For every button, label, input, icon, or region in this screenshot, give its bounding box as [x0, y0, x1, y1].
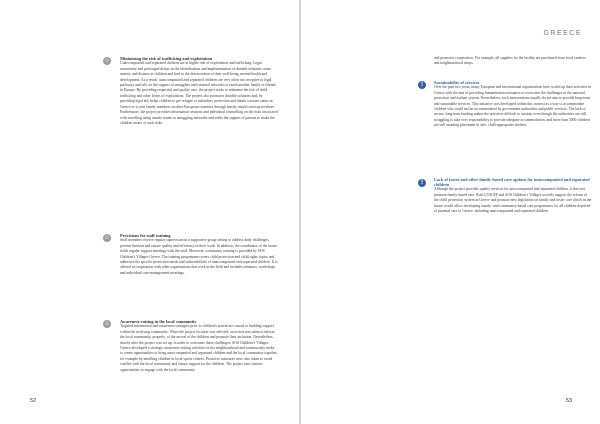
family-care-heading: Lack of foster and other family-based care options for unaccompanied and separated children	[434, 177, 590, 188]
training-body: Staff members receive regular supervision in a supportive group setting to address daily challenges, prevent burnout and ensure quality and efficiency in their work. In addition, the coordinator of the house holds regular support meetings with the staff. Moreover, continuous training is provided by SOS Children's Villages Greece. The training programme covers child protection and child rights topics and addresses the specific protection needs and vulnerabilities of unaccompanied and separated children. It is offered in cooperation with other organisations that work in the field and includes seminars, workshops and individual case-management meetings.	[120, 238, 278, 275]
trafficking-section	[120, 56, 278, 127]
sustainability-heading: Sustainability of services	[434, 80, 480, 85]
sustainability-body: Over the past two years, many European and international organisations have scaled up their activities in Greece with the aim of providing humanitarian assistance to overcome the challenges in the national protection and asylum system. Nevertheless, such interventions usually do not aim to provide long-term and sustainable services. This initiative was developed within this context as a way to accommodate children who could not be accommodated by government authorities and public services. The lack of secure, long-term funding makes the activities difficult to sustain, even though the authorities are still struggling to take over responsibility to provide adequate accommodation, and more than 3000 children are still awaiting placement in safe, child-appropriate shelters.	[434, 85, 592, 128]
smiley-icon: ☺	[103, 321, 111, 327]
community-body: Targeted information and awareness strategies prior to children's arrival are crucial to building support within the receiving community. When the project location was selected, an action was taken to inform the local community, properly, of the arrival of the children and promote their inclusion. Nevertheless, shortly after the project was set up, in order to overcome these challenges, SOS Children's Villages Greece developed a strategic awareness-raising activities in the neighbourhood and continuously seeks to create opportunities to bring unaccompanied and separated children and the local community together, for example by enrolling children in local sports centres. Proactive measures were also taken to avoid conflict with the local community and ensure support for the children. The project uses various opportunities to engage with the local community	[120, 324, 278, 372]
training-section	[120, 233, 278, 276]
right-intro	[434, 56, 592, 67]
section-title: GREECE	[543, 30, 582, 37]
exclamation-icon: !	[418, 81, 426, 89]
intro-text: and promotes cooperation. For example, all supplies for the facility are purchased from local vendors and neighbourhood shops.	[434, 56, 586, 66]
community-section	[120, 319, 278, 373]
family-care-body: Although the project provides quality services for unaccompanied and separated children, it does not promote family-based care. Both UNICEF and SOS Children's Villages actively support the reform of the child protection system in Greece and promote new legislation on family and foster care which in the future would allow developing family- and community-based care programmes for all children deprived of parental care in Greece, including unaccompanied and separated children.	[434, 187, 592, 214]
trafficking-heading: Minimising the risk of trafficking and exploitation	[120, 56, 213, 61]
training-heading: Provisions for staff training	[120, 233, 171, 238]
page-number-left: 52	[30, 398, 37, 404]
smiley-icon: ☺	[103, 58, 111, 64]
page-number-right: 53	[565, 398, 572, 404]
community-heading: Awareness-raising in the local community	[120, 319, 197, 324]
trafficking-body: Unaccompanied and separated children are at higher risk of exploitation and trafficking. Legal uncertainty and prolonged delays in the identification and implementation of durable solutions cause anxiety and distress in children and lead to the deterioration of their well-being, mental health and development. As a result, unaccompanied and separated children are very often not receptive to legal pathways and rely on the support of smugglers and criminal networks to reach another family or friends in Europe. By providing respectful and quality care, the project seeks to minimise the risk of child trafficking and other forms of exploitation. The project also promotes durable solutions and, by providing legal aid, helps children to get refugee or subsidiary protection and obtain a secure status in Greece or to join family members in other European countries through family reunification procedures. Furthermore, the project provides information sessions and individual counselling on the risks associated with travelling using unsafe routes or smuggling networks and seeks the support of parents to make the children aware of such risks.	[120, 61, 278, 126]
family-care-section	[434, 177, 592, 215]
sustainability-section	[434, 80, 592, 129]
smiley-icon: ☺	[103, 235, 111, 241]
exclamation-icon: !	[418, 179, 426, 187]
